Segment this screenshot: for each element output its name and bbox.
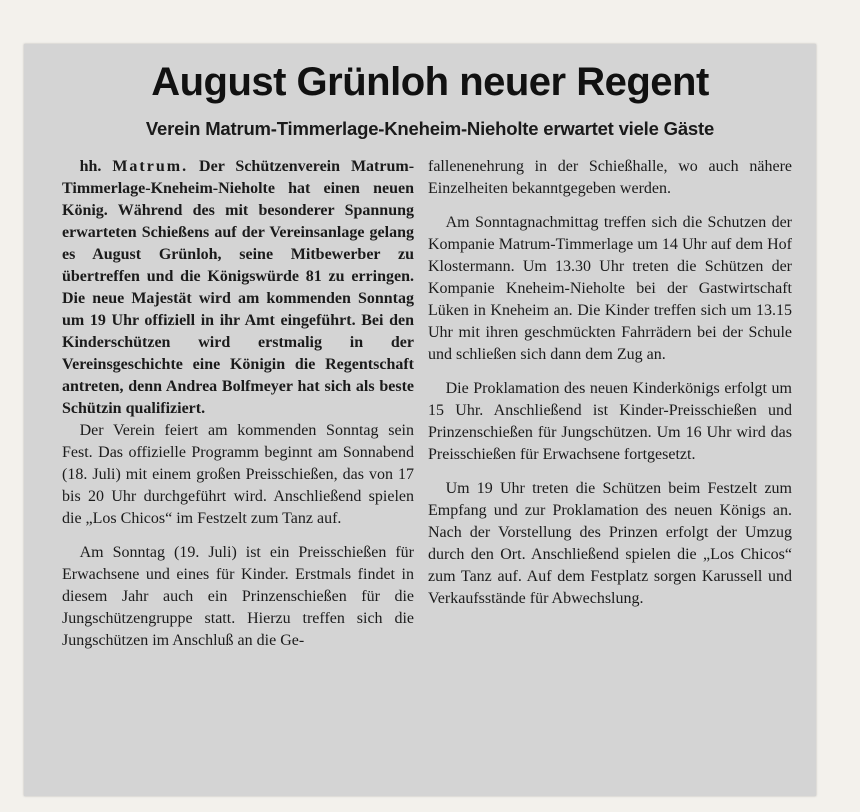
paragraph-3: Am Sonntag (19. Juli) ist ein Preisschießen für Erwachsene und eines für Kinder. Erstmals findet in diesem Jahr auch ein Prinzenschießen für die Jungschützengruppe statt. Hierzu treffen sich die Jungschützen im Anschluß an die Ge- [62,544,414,649]
article-headline: August Grünloh neuer Regent [151,60,709,104]
article-subheadline: Verein Matrum-Timmerlage-Kneheim-Nieholte erwartet viele Gäste [145,118,715,139]
lead-text: Der Schützenverein Matrum-Timmerlage-Kneheim-Nieholte hat einen neuen König. Während des mit besonderer Spannung erwarteten Schießens auf der Vereinsanlage gelang es August Grünloh, seine Mitbewerber zu übertreffen und die Königswürde 81 zu erringen. Die neue Majestät wird am kommenden Sonntag um 19 Uhr offiziell in ihr Amt eingeführt. Bei den Kinderschützen wird erstmalig in der Vereinsgeschichte eine Königin die Regentschaft antreten, denn Andrea Bolfmeyer hat sich als beste Schützin qualifiziert. [62,158,415,417]
lead-paragraph [62,156,414,420]
paragraph-5: Die Proklamation des neuen Kinderkönigs erfolgt um 15 Uhr. Anschließend ist Kinder-Preisschießen und Prinzenschießen für Jungschützen. Um 16 Uhr wird das Preisschießen für Erwachsene fortgesetzt. [428,380,792,463]
article-column-2 [428,156,792,610]
paragraph-4: Am Sonntagnachmittag treffen sich die Schutzen der Kompanie Matrum-Timmerlage um 14 Uhr auf dem Hof Klostermann. Um 13.30 Uhr treten die Schützen der Kompanie Kneheim-Nieholte bei der Gastwirtschaft Lüken in Kneheim an. Die Kinder treffen sich um 13.15 Uhr mit ihren geschmückten Fahrrädern bei der Schule und schließen sich dann dem Zug an. [428,214,792,363]
paragraph-2: Der Verein feiert am kommenden Sonntag sein Fest. Das offizielle Programm beginnt am Sonnabend (18. Juli) mit einem großen Preisschießen, das von 17 bis 20 Uhr durchgeführt wird. Anschließend spielen die „Los Chicos“ im Festzelt zum Tanz auf. [62,422,414,527]
article-column-1 [62,156,414,652]
paragraph-6: Um 19 Uhr treten die Schützen beim Festzelt zum Empfang und zur Proklamation des neuen Königs an. Nach der Vorstellung des Prinzen erfolgt der Umzug durch den Ort. Anschließend spielen die „Los Chicos“ zum Tanz auf. Auf dem Festplatz sorgen Karussell und Verkaufsstände für Abwechslung. [428,480,792,607]
dateline-author: hh. [79,158,102,175]
paragraph-3-continued: fallenenehrung in der Schießhalle, wo auch nähere Einzelheiten bekanntgegeben werden. [428,158,792,197]
dateline-place: Matrum. [112,158,189,175]
